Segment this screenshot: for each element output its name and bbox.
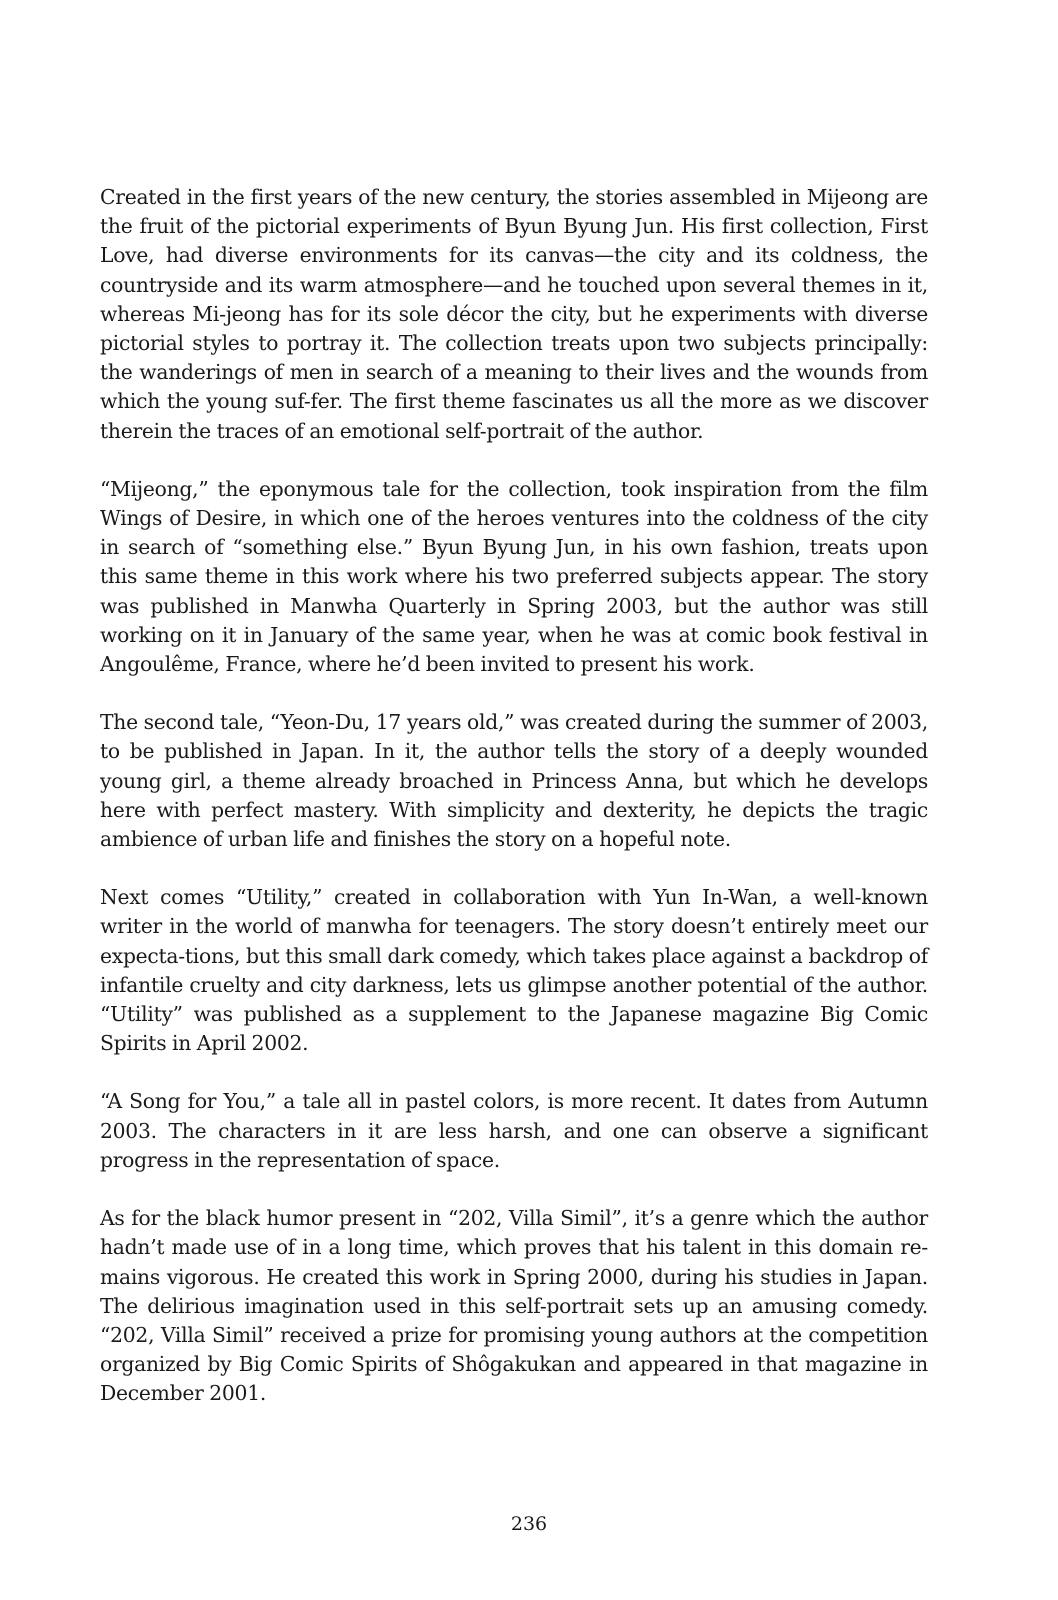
paragraph-song-for-you: “A Song for You,” a tale all in pastel colors, is more recent. It dates from Autumn 2003. The characters in it are less harsh, and one can observe a significant progress in the representation of space. <box>100 1089 928 1172</box>
paragraph-yeon-du: The second tale, “Yeon-Du, 17 years old,” was created during the summer of 2003, to be published in Japan. In it, the author tells the story of a deeply wounded young girl, a theme already broached in Princess Anna, but which he develops here with perfect mastery. With simplicity and dexterity, he depicts the tragic ambience of urban life and finishes the story on a hopeful note. <box>100 710 928 852</box>
paragraph-mijeong-intro: Created in the first years of the new century, the stories assembled in Mijeong are the fruit of the pictorial experiments of Byun Byung Jun. His first collection, First Love, had diverse environments for its canvas—the city and its coldness, the countryside and its warm atmosphere—and he touched upon several themes in it, whereas Mi-jeong has for its sole décor the city, but he experiments with diverse pictorial styles to portray it. The collection treats upon two subjects principally: the wanderings of men in search of a meaning to their lives and the wounds from which the young suf-fer. The first theme fascinates us all the more as we discover therein the traces of an emotional self-portrait of the author. <box>100 185 928 443</box>
paragraph-villa-simil: As for the black humor present in “202, Villa Simil”, it’s a genre which the author hadn’t made use of in a long time, which proves that his talent in this domain re-mains vigorous. He created this work in Spring 2000, during his studies in Japan. The delirious imagination used in this self-portrait sets up an amusing comedy. “202, Villa Simil” received a prize for promising young authors at the competition organized by Big Comic Spirits of Shôgakukan and appeared in that magazine in December 2001. <box>100 1206 928 1406</box>
page-number: 236 <box>510 1513 548 1535</box>
paragraph-utility: Next comes “Utility,” created in collaboration with Yun In-Wan, a well-known writer in the world of manwha for teenagers. The story doesn’t entirely meet our expecta-tions, but this small dark comedy, which takes place against a backdrop of infantile cruelty and city darkness, lets us glimpse another potential of the author. “Utility” was published as a supplement to the Japanese magazine Big Comic Spirits in April 2002. <box>100 885 928 1056</box>
page-body <box>100 183 928 1438</box>
paragraph-mijeong-tale: “Mijeong,” the eponymous tale for the collection, took inspiration from the film Wings of Desire, in which one of the heroes ventures into the coldness of the city in search of “something else.” Byun Byung Jun, in his own fashion, treats upon this same theme in this work where his two preferred subjects appear. The story was published in Manwha Quarterly in Spring 2003, but the author was still working on it in January of the same year, when he was at comic book festival in Angoulême, France, where he’d been invited to present his work. <box>100 476 928 677</box>
